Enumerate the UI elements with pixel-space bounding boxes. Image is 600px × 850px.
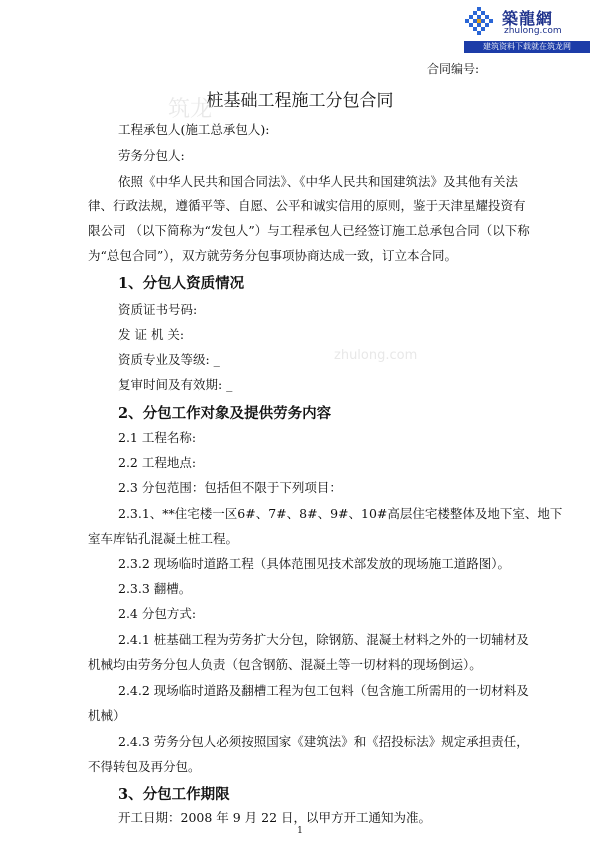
logo-emblem-icon	[462, 6, 496, 40]
contractor-line: 工程承包人(施工总承包人):	[118, 122, 270, 137]
logo-banner: 建筑资料下载就在筑龙网	[464, 41, 590, 53]
clause-line: 2.3.2 现场临时道路工程（具体范围见技术部发放的现场施工道路图）。	[118, 556, 511, 571]
clause-line: 机械）	[88, 708, 126, 723]
issuer-line: 发 证 机 关:	[118, 327, 185, 342]
page-number: 1	[297, 826, 303, 836]
section-heading: 3、分包工作期限	[118, 786, 230, 803]
clause-line: 室车库钻孔混凝土桩工程。	[88, 531, 239, 546]
section-heading: 2、分包工作对象及提供劳务内容	[118, 405, 332, 422]
clause-line: 2.4.3 劳务分包人必须按照国家《建筑法》和《招投标法》规定承担责任，	[118, 734, 529, 749]
clause-line: 2.4 分包方式:	[118, 606, 197, 621]
clause-line: 2.2 工程地点:	[118, 455, 197, 470]
clause-line: 机械均由劳务分包人负责（包含钢筋、混凝土等一切材料的现场倒运）。	[88, 657, 482, 672]
watermark: zhulong.com	[334, 348, 418, 363]
clause-line: 2.3.3 翻槽。	[118, 581, 192, 596]
subcontractor-line: 劳务分包人:	[118, 148, 185, 163]
intro-paragraph-line: 为“总包合同”），双方就劳务分包事项协商达成一致，订立本合同。	[88, 248, 458, 263]
specialty-line: 资质专业及等级: _	[118, 352, 220, 367]
start-date-line: 开工日期：2008 年 9 月 22 日，以甲方开工通知为准。	[118, 810, 432, 825]
clause-line: 2.1 工程名称:	[118, 430, 197, 445]
clause-line: 2.4.2 现场临时道路及翻槽工程为包工包料（包含施工所需用的一切材料及	[118, 683, 529, 698]
site-logo	[462, 4, 592, 54]
watermark: 筑龙	[168, 97, 213, 122]
clause-line: 不得转包及再分包。	[88, 759, 201, 774]
cert-number-line: 资质证书号码:	[118, 302, 198, 317]
clause-line: 2.3 分包范围：包括但不限于下列项目：	[118, 480, 342, 495]
intro-paragraph-line: 依照《中华人民共和国合同法》、《中华人民共和国建筑法》及其他有关法	[118, 174, 519, 189]
clause-line: 2.3.1、**住宅楼一区6#、7#、8#、9#、10#高层住宅楼整体及地下室、地下	[118, 506, 563, 521]
contract-number-label: 合同编号:	[427, 62, 480, 76]
logo-text: 築龍網	[502, 9, 554, 28]
logo-site: zhulong.com	[504, 26, 562, 36]
document-title: 桩基础工程施工分包合同	[206, 91, 394, 111]
section-heading: 1、分包人资质情况	[118, 275, 245, 292]
clause-line: 2.4.1 桩基础工程为劳务扩大分包，除钢筋、混凝土材料之外的一切辅材及	[118, 632, 529, 647]
review-line: 复审时间及有效期: _	[118, 377, 233, 392]
intro-paragraph-line: 限公司 （以下简称为“发包人”）与工程承包人已经签订施工总承包合同（以下称	[88, 223, 530, 238]
intro-paragraph-line: 律、行政法规，遵循平等、自愿、公平和诚实信用的原则，鉴于天津星耀投资有	[88, 198, 526, 213]
